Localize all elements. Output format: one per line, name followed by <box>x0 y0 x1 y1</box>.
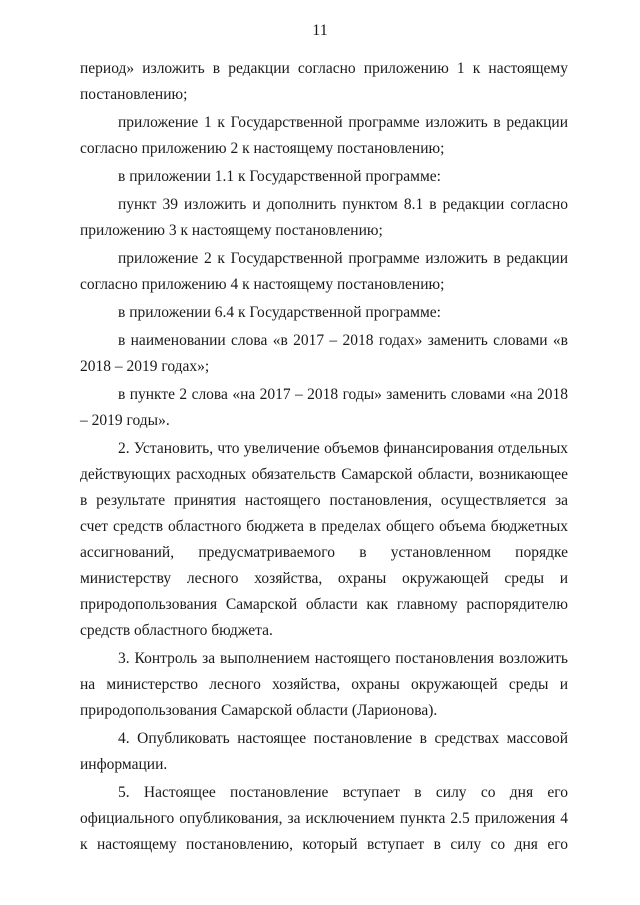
paragraph-appendix-1-1: в приложении 1.1 к Государственной программе: <box>118 168 441 185</box>
paragraph-continuation: период» изложить в редакции согласно приложению 1 к настоящему постановлению; <box>80 60 568 103</box>
paragraph-point-2-change: в пункте 2 слова «на 2017 – 2018 годы» заменить словами «на 2018 – 2019 годы». <box>80 386 568 429</box>
paragraph-item-2: 2. Установить, что увеличение объемов финансирования отдельных действующих расходных обязательств Самарской области, возникающее в результате принятия настоящего постановления, осуществляется за счет средств областного бюджета в пределах общего объема бюджетных ассигнований, предусматриваемого в установленном порядке министерству лесного хозяйства, охраны окружающей среды и природопользования Самарской области как главному распорядителю средств областного бюджета. <box>80 440 568 639</box>
paragraph-point-39: пункт 39 изложить и дополнить пунктом 8.1 в редакции согласно приложению 3 к настоящему постановлению; <box>80 196 568 239</box>
paragraph-appendix-6-4: в приложении 6.4 к Государственной программе: <box>118 304 441 321</box>
paragraph-item-5: 5. Настоящее постановление вступает в силу со дня его официального опубликования, за исключением пункта 2.5 приложения 4 к настоящему постановлению, который вступает в силу со дня его <box>80 784 568 853</box>
document-body <box>80 56 568 858</box>
paragraph-item-3: 3. Контроль за выполнением настоящего постановления возложить на министерство лесного хозяйства, охраны окружающей среды и природопользования Самарской области (Ларионова). <box>80 650 568 719</box>
paragraph-appendix-1: приложение 1 к Государственной программе изложить в редакции согласно приложению 2 к настоящему постановлению; <box>80 114 568 157</box>
paragraph-appendix-2: приложение 2 к Государственной программе изложить в редакции согласно приложению 4 к настоящему постановлению; <box>80 250 568 293</box>
paragraph-item-4: 4. Опубликовать настоящее постановление в средствах массовой информации. <box>80 730 568 773</box>
paragraph-title-change: в наименовании слова «в 2017 – 2018 годах» заменить словами «в 2018 – 2019 годах»; <box>80 332 568 375</box>
page-number: 11 <box>312 22 328 39</box>
